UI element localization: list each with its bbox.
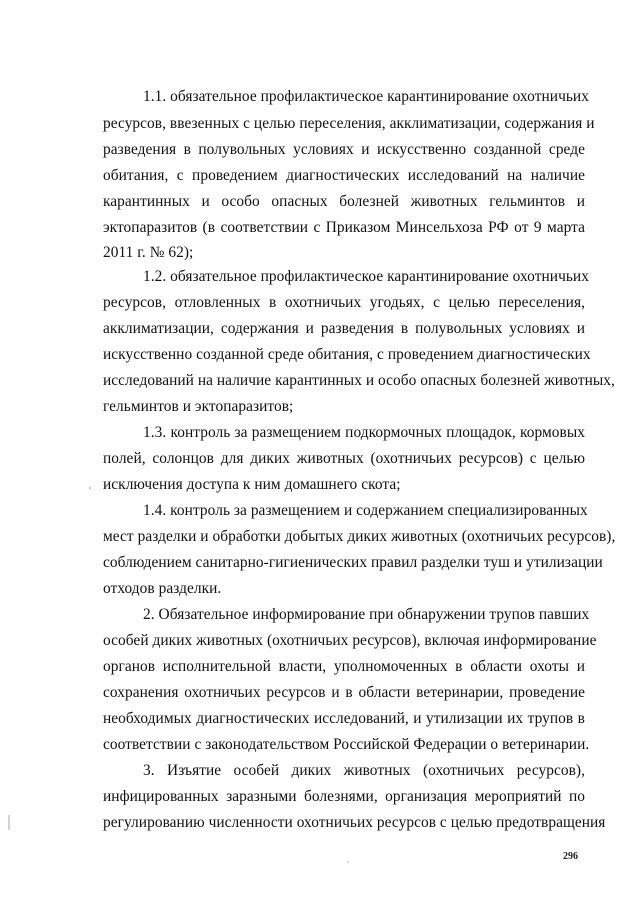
- paragraph-1-2-line-4: искусственно созданной среде обитания, с проведением диагностических: [103, 346, 591, 363]
- paragraph-1-4-line-3: соблюдением санитарно-гигиенических правил разделки туш и утилизации: [103, 554, 603, 571]
- paragraph-3-line-3: регулированию численности охотничьих ресурсов с целью предотвращения: [103, 814, 606, 831]
- paragraph-1-1-line-6: эктопаразитов (в соответствии с Приказом Минсельхоза РФ от 9 марта: [103, 219, 585, 236]
- paragraph-1-3-line-3: исключения доступа к ним домашнего скота;: [103, 476, 401, 493]
- paragraph-1-3-line-2: полей, солонцов для диких животных (охотничьих ресурсов) с целью: [103, 450, 585, 467]
- paragraph-1-1-line-2: ресурсов, ввезенных с целью переселения, акклиматизации, содержания и: [103, 115, 595, 132]
- paragraph-1-1-line-4: обитания, с проведением диагностических исследований на наличие: [103, 167, 585, 184]
- paragraph-2-line-2: особей диких животных (охотничьих ресурсов), включая информирование: [103, 632, 597, 649]
- paragraph-3-line-1: 3. Изъятие особей диких животных (охотничьих ресурсов),: [143, 762, 585, 779]
- paragraph-1-4-line-4: отходов разделки.: [103, 580, 222, 597]
- paragraph-1-1-line-7: 2011 г. № 62);: [103, 244, 194, 261]
- paragraph-1-4-line-2: мест разделки и обработки добытых диких животных (охотничьих ресурсов),: [103, 528, 616, 545]
- paragraph-1-1-line-5: карантинных и особо опасных болезней животных гельминтов и: [103, 193, 585, 210]
- paragraph-1-2-line-3: акклиматизации, содержания и разведения в полувольных условиях и: [103, 320, 585, 337]
- paragraph-1-2-line-1: 1.2. обязательное профилактическое карантинирование охотничьих: [143, 268, 589, 285]
- paragraph-2-line-6: соответствии с законодательством Российской Федерации о ветеринарии.: [103, 736, 590, 753]
- scan-dot: [89, 487, 91, 489]
- paragraph-3-line-2: инфицированных заразными болезнями, организация мероприятий по: [103, 788, 585, 805]
- paragraph-2-line-4: сохранения охотничьих ресурсов и в области ветеринарии, проведение: [103, 684, 585, 701]
- paragraph-1-2-line-6: гельминтов и эктопаразитов;: [103, 398, 294, 415]
- paragraph-1-4-line-1: 1.4. контроль за размещением и содержанием специализированных: [143, 502, 588, 519]
- paragraph-1-3-line-1: 1.3. контроль за размещением подкормочных площадок, кормовых: [143, 424, 585, 441]
- paragraph-2-line-1: 2. Обязательное информирование при обнаружении трупов павших: [143, 606, 590, 623]
- paragraph-1-2-line-5: исследований на наличие карантинных и особо опасных болезней животных,: [103, 372, 615, 389]
- scan-dot: [347, 861, 348, 862]
- paragraph-1-1-line-1: 1.1. обязательное профилактическое карантинирование охотничьих: [143, 88, 589, 105]
- paragraph-1-1-line-3: разведения в полувольных условиях и искусственно созданной среде: [103, 141, 585, 158]
- paragraph-2-line-5: необходимых диагностических исследований, и утилизации их трупов в: [103, 710, 585, 727]
- paragraph-1-2-line-2: ресурсов, отловленных в охотничьих угодьях, с целью переселения,: [103, 294, 585, 311]
- page-number: 296: [563, 851, 578, 862]
- paragraph-2-line-3: органов исполнительной власти, уполномоченных в области охоты и: [103, 658, 585, 675]
